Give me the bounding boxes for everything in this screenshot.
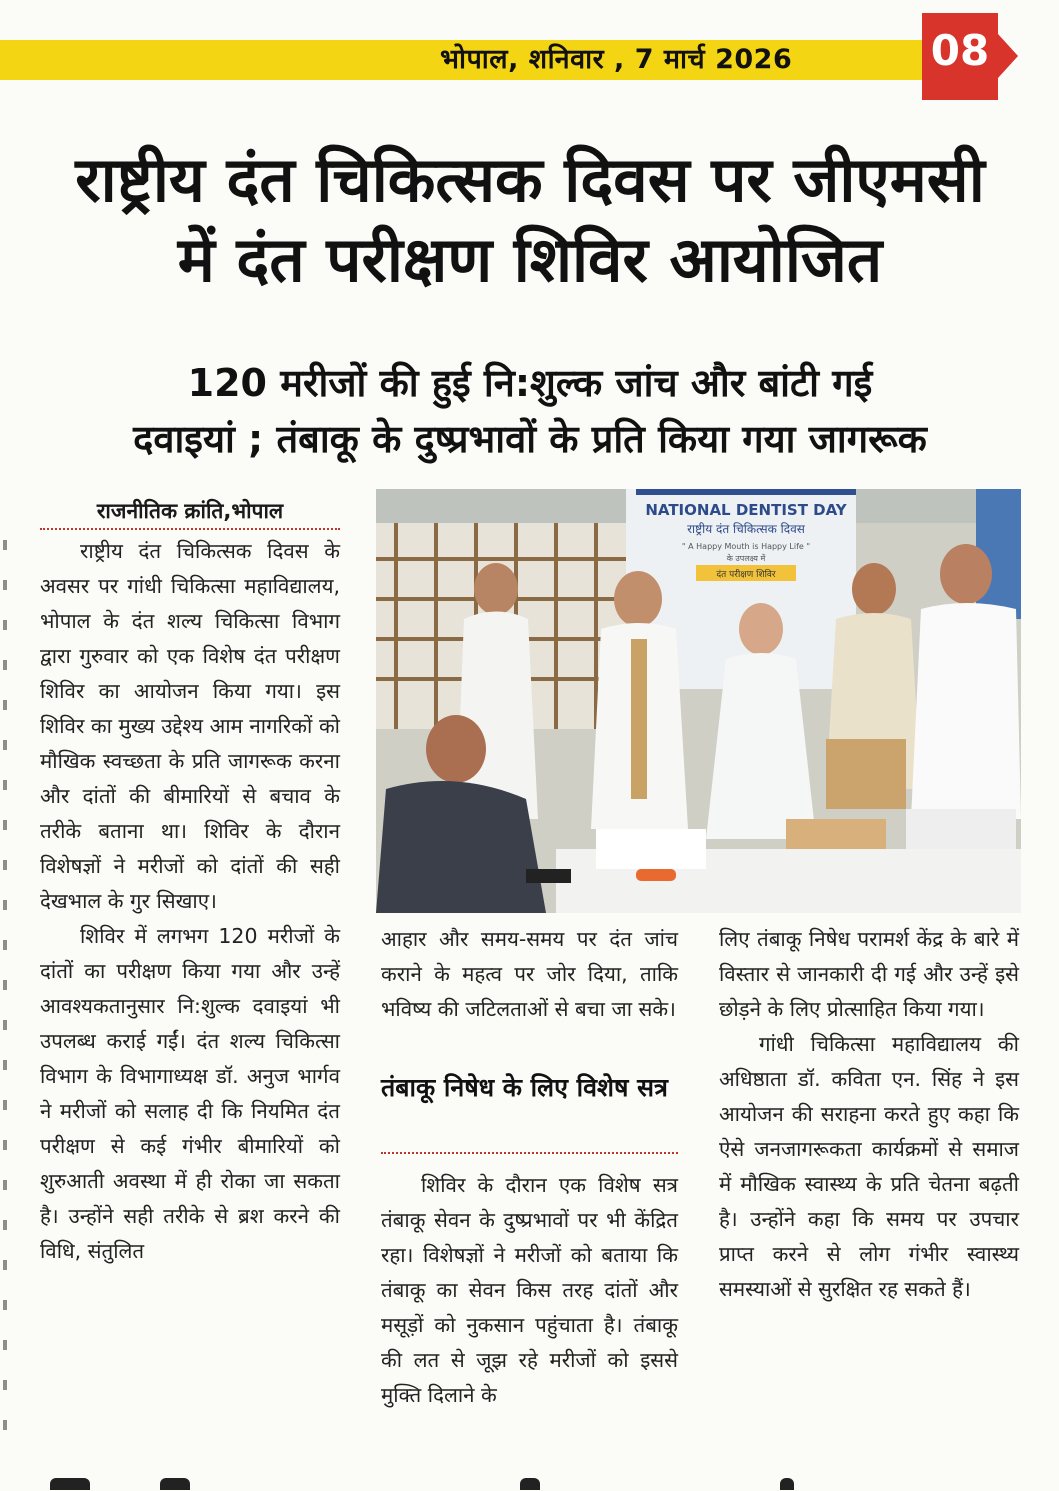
column-1 bbox=[40, 534, 340, 1269]
col2-paragraph-2: शिविर के दौरान एक विशेष सत्र तंबाकू सेवन के दुष्प्रभावों पर भी केंद्रित रहा। विशेषज्ञों ने मरीजों को बताया कि तंबाकू का सेवन किस तरह दांतों और मसूड़ों को नुकसान पहुंचाता है। तंबाकू की लत से जूझ रहे मरीजों को इससे मुक्ति दिलाने के bbox=[381, 1173, 678, 1407]
banner-tagline: " A Happy Mouth is Happy Life " bbox=[681, 542, 811, 551]
banner-event: दंत परीक्षण शिविर bbox=[716, 570, 776, 580]
dateline: भोपाल, शनिवार , 7 मार्च 2026 bbox=[440, 44, 793, 75]
subhead-line-1: 120 मरीजों की हुई नि:शुल्क जांच और बांटी गई bbox=[187, 361, 873, 405]
col1-paragraph-2: शिविर में लगभग 120 मरीजों के दांतों का परीक्षण किया गया और उन्हें आवश्यकतानुसार नि:शुल्क दवाइयां भी उपलब्ध कराई गईं। दंत शल्य चिकित्सा विभाग के विभागाध्यक्ष डॉ. अनुज भार्गव ने मरीजों को सलाह दी कि नियमित दंत परीक्षण से कई गंभीर बीमारियों को शुरुआती अवस्था में ही रोका जा सकता है। उन्होंने सही तरीके से ब्रश करने की विधि, संतुलित bbox=[40, 924, 340, 1263]
page-number-arrow bbox=[998, 34, 1018, 78]
headline-line-1: राष्ट्रीय दंत चिकित्सक दिवस पर जीएमसी bbox=[75, 143, 985, 216]
section-subheading: तंबाकू निषेध के लिए विशेष सत्र bbox=[381, 1073, 668, 1102]
page-number: 08 bbox=[930, 26, 990, 75]
subhead-line-2: दवाइयां ; तंबाकू के दुष्प्रभावों के प्रति किया गया जागरूक bbox=[133, 417, 927, 461]
event-photo bbox=[376, 489, 1021, 913]
page-number-badge bbox=[922, 13, 998, 100]
headline-line-2: में दंत परीक्षण शिविर आयोजित bbox=[177, 223, 883, 296]
photo-illustration bbox=[376, 489, 1021, 913]
col2-paragraph-1: आहार और समय-समय पर दंत जांच कराने के महत्व पर जोर दिया, ताकि भविष्य की जटिलताओं से बचा जा सके। bbox=[381, 927, 678, 1021]
column-2-bottom bbox=[381, 1168, 678, 1413]
subheadline bbox=[20, 355, 1040, 467]
banner-title: NATIONAL DENTIST DAY bbox=[645, 501, 847, 519]
next-article-cutoff bbox=[40, 1470, 1020, 1491]
col3-paragraph-1: लिए तंबाकू निषेध परामर्श केंद्र के बारे में विस्तार से जानकारी दी गई और उन्हें इसे छोड़ने के लिए प्रोत्साहित किया गया। bbox=[719, 927, 1019, 1021]
column-3 bbox=[719, 922, 1019, 1307]
banner-hindi: राष्ट्रीय दंत चिकित्सक दिवस bbox=[687, 522, 805, 536]
headline bbox=[20, 140, 1040, 300]
byline-rule bbox=[40, 528, 340, 530]
column-2-top bbox=[381, 922, 678, 1027]
adjacent-column-edge bbox=[3, 540, 7, 1440]
subheading-rule bbox=[381, 1152, 678, 1154]
byline: राजनीतिक क्रांति,भोपाल bbox=[96, 499, 284, 523]
col1-paragraph-1: राष्ट्रीय दंत चिकित्सक दिवस के अवसर पर गांधी चिकित्सा महाविद्यालय, भोपाल के दंत शल्य चिकित्सा विभाग द्वारा गुरुवार को एक विशेष दंत परीक्षण शिविर का आयोजन किया गया। इस शिविर का मुख्य उद्देश्य आम नागरिकों को मौखिक स्वच्छता के प्रति जागरूक करना और दांतों की बीमारियों से बचाव के तरीके बताना था। शिविर के दौरान विशेषज्ञों ने मरीजों को दांतों की सही देखभाल के गुर सिखाए। bbox=[40, 539, 340, 913]
banner-occasion: के उपलक्ष्य में bbox=[726, 554, 766, 563]
col3-paragraph-2: गांधी चिकित्सा महाविद्यालय की अधिष्ठाता डॉ. कविता एन. सिंह ने इस आयोजन की सराहना करते हुए कहा कि ऐसे जनजागरूकता कार्यक्रमों से समाज में मौखिक स्वास्थ्य के प्रति चेतना बढ़ती है। उन्होंने कहा कि समय पर उपचार प्राप्त करने से लोग गंभीर स्वास्थ्य समस्याओं से सुरक्षित रह सकते हैं। bbox=[719, 1032, 1019, 1301]
